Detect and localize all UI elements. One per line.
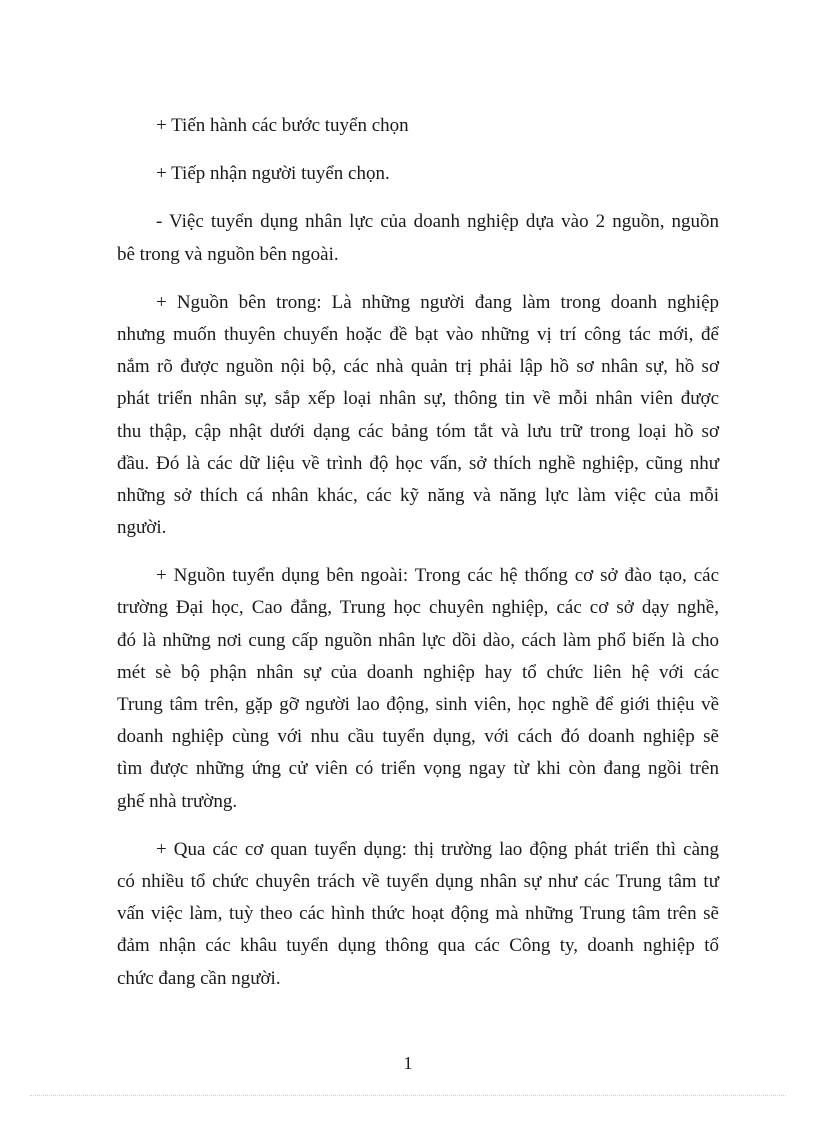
- text-line: những sở thích cá nhân khác, các kỹ năng và năng lực làm việc của mỗi: [117, 484, 719, 506]
- paragraph: [117, 110, 719, 142]
- text-line: mét sè bộ phận nhân sự của doanh nghiệp hay tổ chức liên hệ với các: [117, 661, 719, 683]
- text-line: ghế nhà trường.: [117, 790, 238, 812]
- text-line: + Qua các cơ quan tuyển dụng: thị trường lao động phát triển thì càng: [156, 838, 719, 860]
- paragraph: [117, 834, 719, 995]
- text-line: trường Đại học, Cao đẳng, Trung học chuyên nghiệp, các cơ sở dạy nghề,: [117, 597, 719, 619]
- text-line: tìm được những ứng cử viên có triển vọng ngay từ khi còn đang ngồi trên: [117, 758, 719, 780]
- text-line: đầu. Đó là các dữ liệu về trình độ học vấn, sở thích nghề nghiệp, cũng như: [117, 452, 719, 474]
- text-line: + Tiến hành các bước tuyển chọn: [156, 115, 409, 136]
- text-line: nhưng muốn thuyên chuyển hoặc đề bạt vào những vị trí công tác mới, để: [117, 323, 719, 345]
- text-line: nắm rõ được nguồn nội bộ, các nhà quản trị phải lập hồ sơ nhân sự, hồ sơ: [117, 356, 719, 378]
- page-number: 1: [403, 1053, 413, 1073]
- text-line: đó là những nơi cung cấp nguồn nhân lực dồi dào, cách làm phổ biến là cho: [117, 629, 719, 651]
- text-line: bê trong và nguồn bên ngoài.: [117, 243, 339, 265]
- text-line: chức đang cần người.: [117, 967, 281, 989]
- text-line: Trung tâm trên, gặp gỡ người lao động, sinh viên, học nghề để giới thiệu về: [117, 694, 719, 715]
- footer-divider: [30, 1095, 786, 1096]
- body-text: [117, 110, 719, 995]
- text-line: doanh nghiệp cùng với nhu cầu tuyển dụng, với cách đó doanh nghiệp sẽ: [117, 726, 719, 748]
- text-line: có nhiều tổ chức chuyên trách về tuyển dụng nhân sự như các Trung tâm tư: [117, 870, 719, 892]
- paragraph: [117, 206, 719, 270]
- paragraph: [117, 560, 719, 818]
- paragraph: [117, 158, 719, 190]
- text-line: - Việc tuyển dụng nhân lực của doanh nghiệp dựa vào 2 nguồn, nguồn: [156, 211, 719, 233]
- text-line: + Nguồn tuyển dụng bên ngoài: Trong các hệ thống cơ sở đào tạo, các: [156, 565, 719, 587]
- text-line: + Tiếp nhận người tuyển chọn.: [156, 163, 390, 185]
- text-line: + Nguồn bên trong: Là những người đang làm trong doanh nghiệp: [156, 291, 719, 313]
- text-line: phát triển nhân sự, sắp xếp loại nhân sự, thông tin về mỗi nhân viên được: [117, 388, 719, 410]
- text-line: đảm nhận các khâu tuyển dụng thông qua các Công ty, doanh nghiệp tổ: [117, 935, 719, 957]
- text-line: vấn việc làm, tuỳ theo các hình thức hoạt động mà những Trung tâm trên sẽ: [117, 903, 719, 925]
- text-line: người.: [117, 517, 167, 539]
- text-line: thu thập, cập nhật dưới dạng các bảng tóm tắt và lưu trữ trong loại hồ sơ: [117, 420, 719, 442]
- paragraph: [117, 287, 719, 545]
